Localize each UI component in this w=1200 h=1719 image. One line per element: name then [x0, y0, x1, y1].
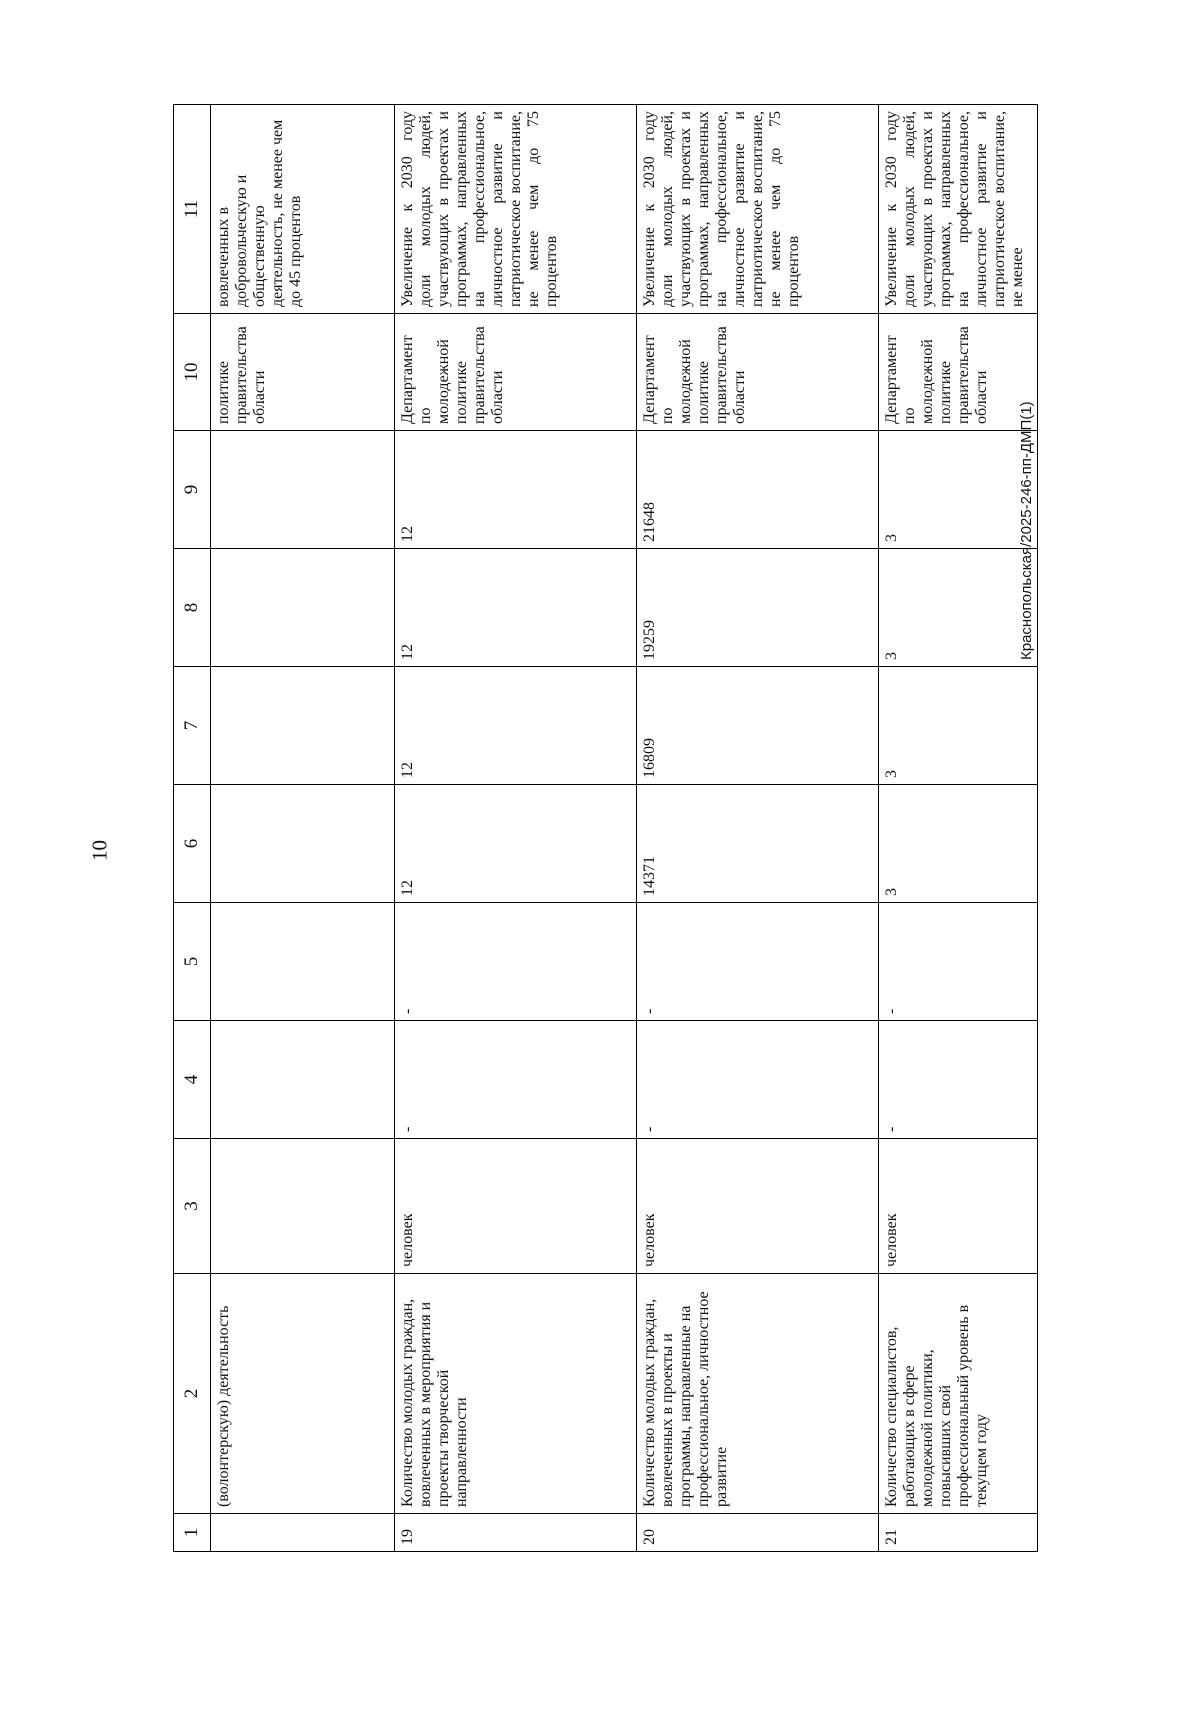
- indicator-name-cell: Количество специалистов, работающих в сфере молодежной политики, повысивших свой профессиональный уровень в текущем году: [879, 1274, 1038, 1514]
- value-cell: 3: [879, 785, 1038, 903]
- value-cell: [211, 431, 395, 549]
- unit-cell: человек: [879, 1139, 1038, 1274]
- value-cell: [211, 1021, 395, 1139]
- value-cell: -: [879, 903, 1038, 1021]
- value-cell: 19259: [637, 549, 879, 667]
- header-cell: 10: [174, 314, 211, 431]
- header-cell: 6: [174, 785, 211, 903]
- responsible-cell: Департамент по молодежной политике правительства области: [395, 314, 637, 431]
- value-cell: -: [637, 903, 879, 1021]
- header-cell: 2: [174, 1274, 211, 1514]
- value-cell: -: [879, 1021, 1038, 1139]
- header-cell: 4: [174, 1021, 211, 1139]
- value-cell: 3: [879, 667, 1038, 785]
- value-cell: 12: [395, 431, 637, 549]
- unit-cell: человек: [637, 1139, 879, 1274]
- value-cell: [211, 667, 395, 785]
- row-number-cell: 19: [395, 1514, 637, 1552]
- header-cell: 5: [174, 903, 211, 1021]
- value-cell: -: [395, 1021, 637, 1139]
- value-cell: 3: [879, 549, 1038, 667]
- page-number: 10: [87, 840, 112, 861]
- header-cell: 8: [174, 549, 211, 667]
- responsible-cell: политике правительства области: [211, 314, 395, 431]
- indicator-name-cell: (волонтерскую) деятельность: [211, 1274, 395, 1514]
- table-row: [395, 105, 637, 1552]
- unit-cell: человек: [395, 1139, 637, 1274]
- header-cell: 7: [174, 667, 211, 785]
- table-row: [211, 105, 395, 1552]
- row-number-cell: 21: [879, 1514, 1038, 1552]
- value-cell: 16809: [637, 667, 879, 785]
- result-cell: вовлеченных в добровольческую и общественную деятельность, не менее чем до 45 процентов: [211, 105, 395, 314]
- header-row: [174, 105, 211, 1552]
- responsible-cell: Департамент по молодежной политике правительства области: [637, 314, 879, 431]
- header-cell: 3: [174, 1139, 211, 1274]
- result-cell: Увеличение к 2030 году доли молодых людей, участвующих в проектах и программах, направленных на профессиональное, личностное развитие и патриотическое воспитание, не менее чем до 75 процентов: [395, 105, 637, 314]
- indicator-name-cell: Количество молодых граждан, вовлеченных в мероприятия и проекты творческой направленности: [395, 1274, 637, 1514]
- result-cell: Увеличение к 2030 году доли молодых людей, участвующих в проектах и программах, направленных на профессиональное, личностное развитие и патриотическое воспитание, не менее чем до 75 процентов: [637, 105, 879, 314]
- responsible-cell: Департамент по молодежной политике правительства области: [879, 314, 1038, 431]
- header-cell: 11: [174, 105, 211, 314]
- value-cell: 12: [395, 785, 637, 903]
- indicator-name-cell: Количество молодых граждан, вовлеченных в проекты и программы, направленные на профессиональное, личностное развитие: [637, 1274, 879, 1514]
- value-cell: -: [395, 903, 637, 1021]
- result-cell: Увеличение к 2030 году доли молодых людей, участвующих в проектах и программах, направленных на профессиональное, личностное развитие и патриотическое воспитание, не менее: [879, 105, 1038, 314]
- value-cell: [211, 903, 395, 1021]
- table-row: [637, 105, 879, 1552]
- header-cell: 9: [174, 431, 211, 549]
- row-number-cell: [211, 1514, 395, 1552]
- value-cell: [211, 549, 395, 667]
- unit-cell: [211, 1139, 395, 1274]
- row-number-cell: 20: [637, 1514, 879, 1552]
- value-cell: 14371: [637, 785, 879, 903]
- table-row: [879, 105, 1038, 1552]
- value-cell: 3: [879, 431, 1038, 549]
- header-cell: 1: [174, 1514, 211, 1552]
- value-cell: -: [637, 1021, 879, 1139]
- rotated-table-container: [173, 105, 1033, 1552]
- value-cell: 21648: [637, 431, 879, 549]
- indicators-table: [173, 104, 1038, 1552]
- value-cell: 12: [395, 549, 637, 667]
- document-footer-code: Краснопольская/2025-246-пп-ДМП(1): [1018, 401, 1035, 660]
- value-cell: 12: [395, 667, 637, 785]
- value-cell: [211, 785, 395, 903]
